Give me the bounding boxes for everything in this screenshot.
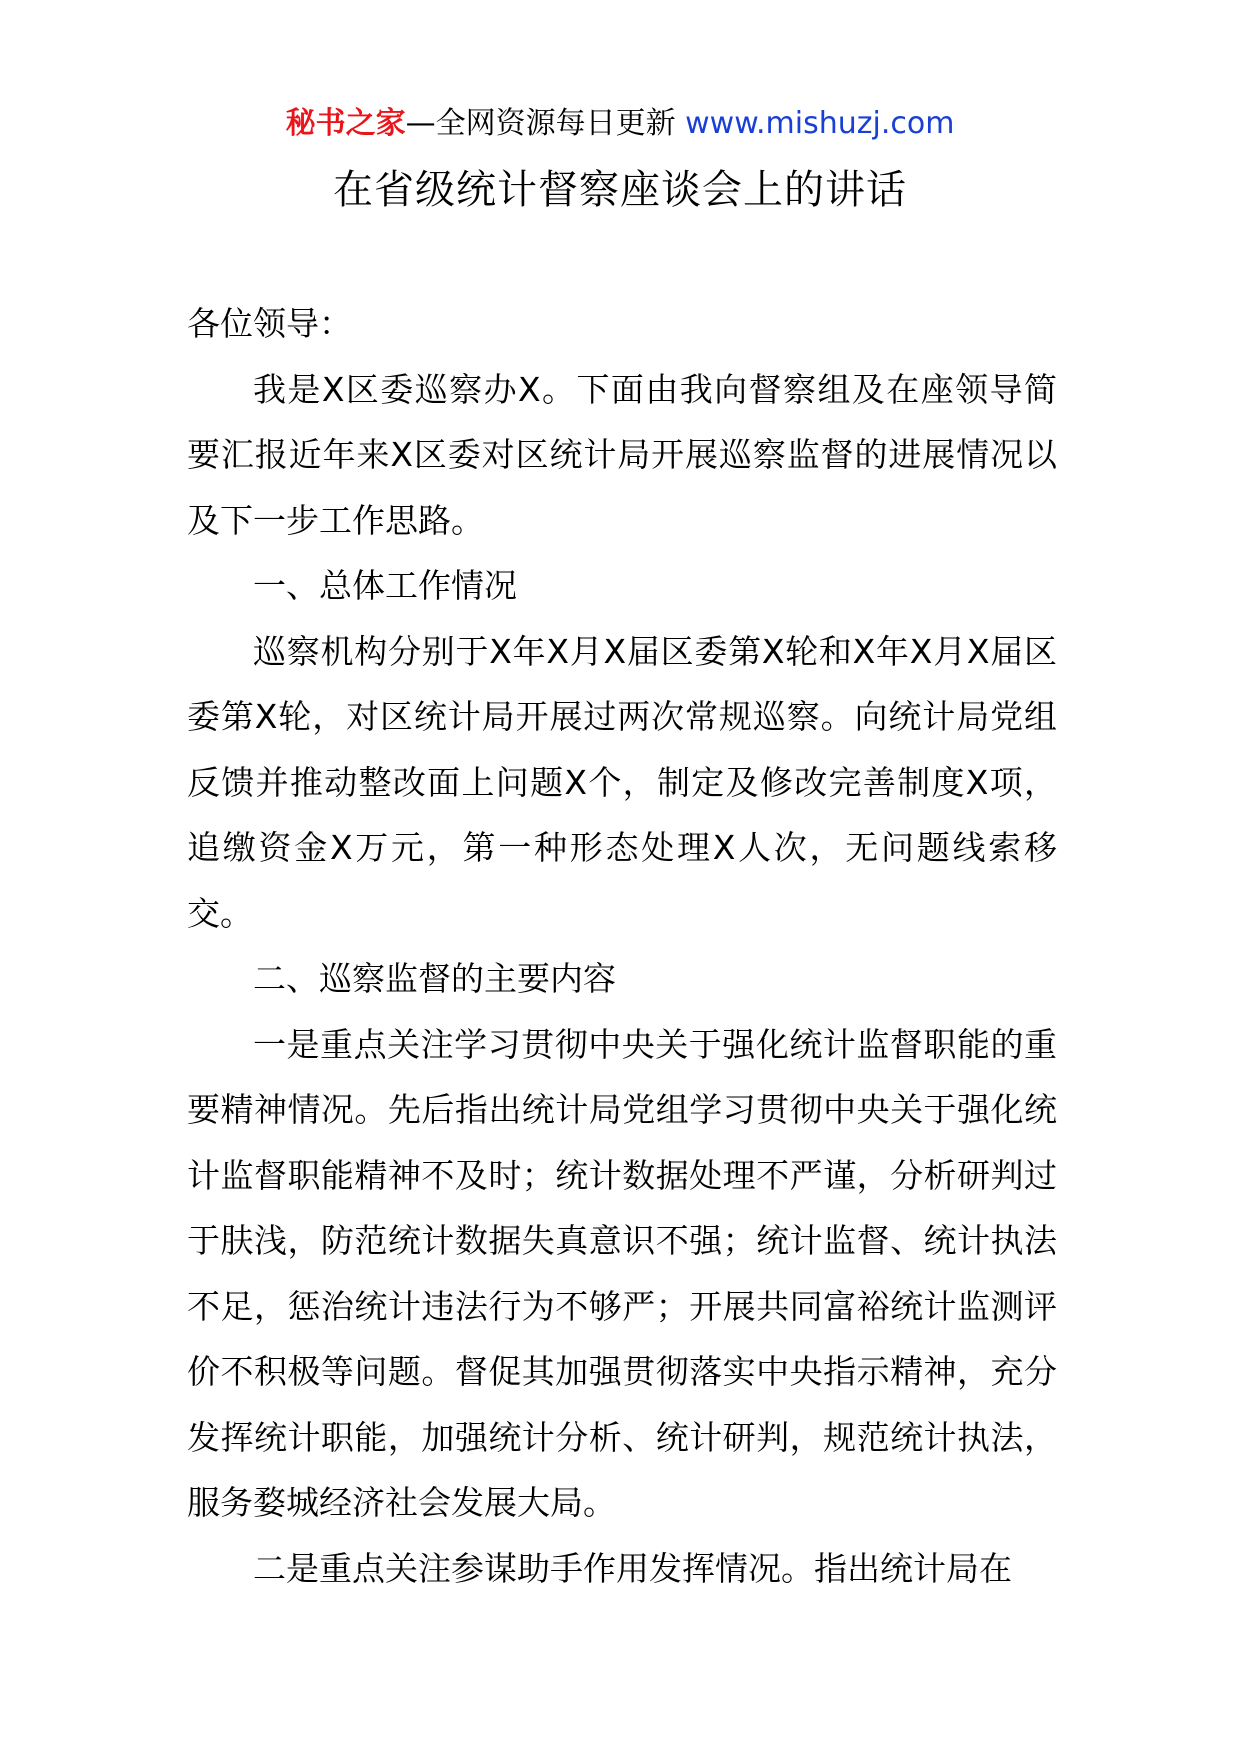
- document-title: 在省级统计督察座谈会上的讲话: [333, 167, 907, 213]
- watermark-url: www.mishuzj.com: [685, 106, 955, 141]
- site-watermark: [0, 100, 1240, 148]
- watermark-separator: —: [405, 106, 436, 141]
- document-body: [187, 291, 1057, 1601]
- section-heading-2: 二、巡察监督的主要内容: [253, 959, 616, 998]
- watermark-brand: 秘书之家: [285, 106, 406, 141]
- paragraph-focus-1: 一是重点关注学习贯彻中央关于强化统计监督职能的重要精神情况。先后指出统计局党组学习贯彻中央关于强化统计监督职能精神不及时；统计数据处理不严谨，分析研判过于肤浅，防范统计数据失真意识不强；统计监督、统计执法不足，惩治统计违法行为不够严；开展共同富裕统计监测评价不积极等问题。督促其加强贯彻落实中央指示精神，充分发挥统计职能，加强统计分析、统计研判，规范统计执法，服务婺城经济社会发展大局。: [187, 1024, 1057, 1522]
- paragraph-focus-2: 二是重点关注参谋助手作用发挥情况。指出统计局在: [253, 1548, 1012, 1588]
- salutation: 各位领导：: [187, 304, 352, 343]
- paragraph-overview: 巡察机构分别于X年X月X届区委第X轮和X年X月X届区委第X轮，对区统计局开展过两次常规巡察。向统计局党组反馈并推动整改面上问题X个，制定及修改完善制度X项，追缴资金X万元，第一种形态处理X人次，无问题线索移交。: [187, 631, 1057, 933]
- section-heading-1: 一、总体工作情况: [253, 566, 517, 605]
- watermark-tagline: 全网资源每日更新: [435, 106, 686, 141]
- paragraph-intro: 我是X区委巡察办X。下面由我向督察组及在座领导简要汇报近年来X区委对区统计局开展巡察监督的进展情况以及下一步工作思路。: [187, 369, 1057, 540]
